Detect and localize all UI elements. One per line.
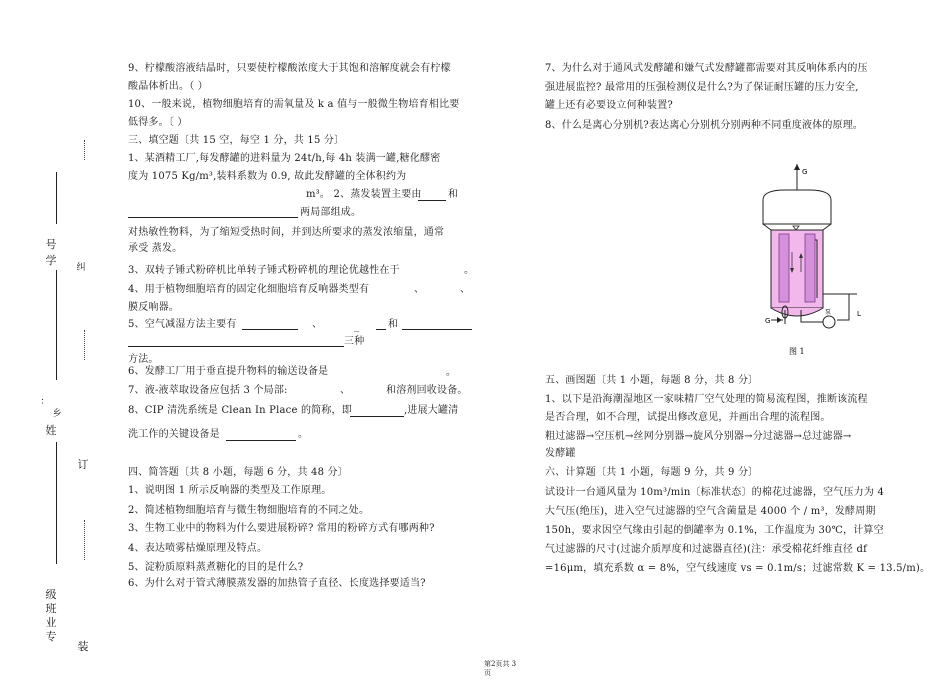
margin-label-xing: 姓 [45, 424, 57, 437]
section-5-heading: 五、画图题〔共 1 小题，每题 8 分，共 8 分〕 [545, 375, 759, 386]
fill-4-comma-2: 、 [460, 284, 471, 295]
qa-7-line-2: 强进展监控? 最常用的压强检测仪是什么?为了保证耐压罐的压力安全, [545, 82, 859, 93]
liquid-level-marker [793, 226, 799, 230]
section-4-heading: 四、简答题〔共 8 小题，每题 6 分，共 48 分〕 [128, 467, 348, 478]
qa-3: 3、生物工业中的物料为什么要进展粉碎? 常用的粉碎方式有哪两种? [128, 523, 435, 534]
margin-label-zhuang: 装 [77, 640, 89, 653]
fill-6-line: 6、发酵工厂用于垂直提升物料的输送设备是 [128, 366, 329, 377]
calc-line-4: 气过滤器的尺寸(过滤介质厚度和过滤器直径)(注：承受棉花纤维直径 df [545, 544, 867, 555]
margin-label-ji: 级 [45, 588, 57, 601]
flow-line-1: 粗过滤器→空压机→丝网分别器→旋风分别器→分过滤器→总过滤器→ [545, 431, 852, 442]
margin-label-ye: 业 [45, 616, 57, 629]
margin-label-xue: 学 [45, 254, 57, 267]
footer-page-line-2: 页 [484, 669, 491, 677]
fill-5-line: 5、空气减湿方法主要有 [128, 319, 237, 330]
q10-line-2: 低得多。〔 ） [128, 117, 188, 128]
fill-4-line-2: 膜反响器。 [128, 302, 179, 313]
q9-line-1: 9、柠檬酸溶液结晶时，只要使柠檬酸浓度大于其饱和溶解度就会有柠檬 [128, 63, 451, 74]
calc-line-5: =16μm，填充系数 α = 8%，空气线速度 vs = 0.1m/s；过滤常数 K = 13.5/m)。 [545, 563, 931, 574]
fill-1-line-2: 度为 1075 Kg/m³,装料系数为 0.9, 故此发酵罐的全体积约为 [128, 171, 407, 182]
fill-4-comma-1: 、 [414, 284, 425, 295]
fill-5-three: 三种 [344, 336, 365, 347]
draw-1-line-1: 1、以下是沿海潮湿地区一家味精厂空气处理的简易流程图，推断该流程 [545, 394, 868, 405]
fill-2-line-3: 对热敏性物料，为了缩短受热时间，并到达所要求的蒸发浓缩量，通常 [128, 227, 445, 238]
margin-label-ming-dot: ： [40, 397, 50, 407]
left-column [128, 0, 488, 694]
cut-line-mid [84, 330, 85, 360]
fill-2-line-1: m³。 2、蒸发装置主要由 [306, 189, 422, 200]
calc-line-2: 大气压(绝压)，进入空气过滤器的空气含菌量是 4000 个 / m³，发酵周期 [545, 506, 876, 517]
cut-line-top [84, 140, 85, 160]
section-3-heading: 三、填空题〔共 15 空，每空 1 分，共 15 分〕 [128, 135, 345, 146]
q10-line-1: 10、一般来说，植物细胞培育的需氧量及 k a 值与一般微生物培育相比要 [128, 99, 460, 110]
label-g-top: G [802, 168, 808, 176]
fill-8-line-1: 8、CIP 清洗系统是 Clean In Place 的简称，即 [128, 405, 352, 416]
margin-rule-2 [56, 270, 57, 380]
blank-5c [402, 329, 472, 330]
blank-8b [226, 440, 296, 441]
section-6-heading: 六、计算题〔共 1 小题，每题 9 分，共 9 分〕 [545, 467, 759, 478]
margin-label-ding: 订 [77, 458, 89, 471]
figure-caption: 图 1 [789, 347, 805, 356]
fill-2-line-4: 承受 蒸发。 [128, 243, 183, 254]
qa-8: 8、什么是离心分别机?表达离心分别机分别两种不同重度液体的原理。 [545, 120, 864, 131]
qa-5: 5、淀粉质原料蒸煮糖化的目的是什么? [128, 562, 304, 573]
label-l: L [857, 310, 861, 318]
reactor-bottom [771, 308, 823, 316]
fill-3-line: 3、双转子锤式粉碎机比单转子锤式粉碎机的理论优越性在于 [128, 265, 400, 276]
reactor-diagram [745, 160, 875, 360]
fill-5-underscore: _ [354, 321, 360, 332]
gas-outlet-arrow [794, 164, 800, 170]
fill-2-and: 和 [448, 189, 459, 200]
fill-7-line: 7、液-液萃取设备应包括 3 个局部: [128, 385, 288, 396]
fill-7-end: 和溶剂回收设备。 [386, 385, 468, 396]
margin-label-ban: 班 [45, 602, 57, 615]
cut-line-lower [84, 520, 85, 560]
label-g-bottom: G [765, 317, 771, 325]
label-pump: 泵 [825, 309, 832, 316]
fill-8-line-2: 洗工作的关键设备是 [128, 429, 220, 440]
draw-1-line-2: 是否合理，如不合理，试提出修改意见，并画出合理的流程图。 [545, 412, 831, 423]
fill-6-end: 。 [446, 367, 457, 378]
fill-5-and: 和 [388, 319, 399, 330]
qa-7-line-1: 7、为什么对于通风式发酵罐和嫌气式发酵罐都需要对其反响体系内的压 [545, 63, 868, 74]
flow-line-2: 发酵罐 [545, 448, 576, 459]
margin-rule-1 [56, 172, 57, 224]
blank-5a [242, 329, 298, 330]
calc-line-3: 150h，要求因空气缘由引起的倒罐率为 0.1%，工作温度为 30℃，计算空 [545, 525, 884, 536]
margin-label-xiang: 乡 [52, 409, 62, 419]
fill-2-line-2: 两局部组成。 [300, 207, 362, 218]
margin-label-hao: 号 [45, 238, 57, 251]
qa-2: 2、简述植物细胞培育与微生物细胞培育的不同之处。 [128, 505, 370, 516]
fill-3-end: 。 [464, 265, 475, 276]
fill-7-comma: 、 [340, 385, 351, 396]
footer-page-line-1: 第2页共 3 [484, 660, 517, 668]
fill-8-end: 。 [298, 429, 309, 440]
fill-5-method: 方法。 [128, 354, 159, 365]
fill-5-comma: 、 [312, 319, 323, 330]
margin-rule-3 [56, 442, 57, 564]
blank-5b [376, 329, 386, 330]
page-footer [484, 660, 516, 678]
qa-6: 6、为什么对于管式薄膜蒸发器的加热管子直径、长度选择要适当? [128, 578, 426, 589]
pump-icon [823, 316, 835, 328]
blank-2a [418, 200, 446, 201]
draft-tube-right [805, 234, 815, 302]
blank-8a [350, 416, 404, 417]
qa-7-line-3: 罐上还有必要设立何种装置? [545, 100, 673, 111]
blank-2b [128, 217, 298, 218]
qa-1: 1、说明图 1 所示反响器的类型及工作原理。 [128, 485, 332, 496]
figure-1 [745, 160, 875, 360]
shoulder-left [763, 224, 771, 230]
margin-label-xian: 纠 [76, 263, 86, 273]
fill-4-line: 4、用于植物细胞培育的固定化细胞培育反响器类型有 [128, 284, 370, 295]
shoulder-right [823, 224, 831, 230]
calc-line-1: 试设计一台通风量为 10m³/min〔标准状态〕的棉花过滤器，空气压力为 4 [545, 487, 885, 498]
qa-4: 4、表达喷雾枯燥原理及特点。 [128, 543, 268, 554]
fill-8-line-1b: ,进展大罐清 [404, 405, 459, 416]
gas-inlet-arrow [777, 317, 782, 323]
q9-line-2: 酸晶体析出。（ ） [128, 81, 208, 92]
draft-tube-left [779, 234, 789, 302]
margin-label-zhuan: 专 [45, 630, 57, 643]
reactor-dome [763, 190, 831, 224]
fill-1-line-1: 1、某酒精工厂,每发酵罐的进料量为 24t/h,每 4h 装满一罐,糖化醪密 [128, 153, 441, 164]
blank-5d [128, 346, 344, 347]
